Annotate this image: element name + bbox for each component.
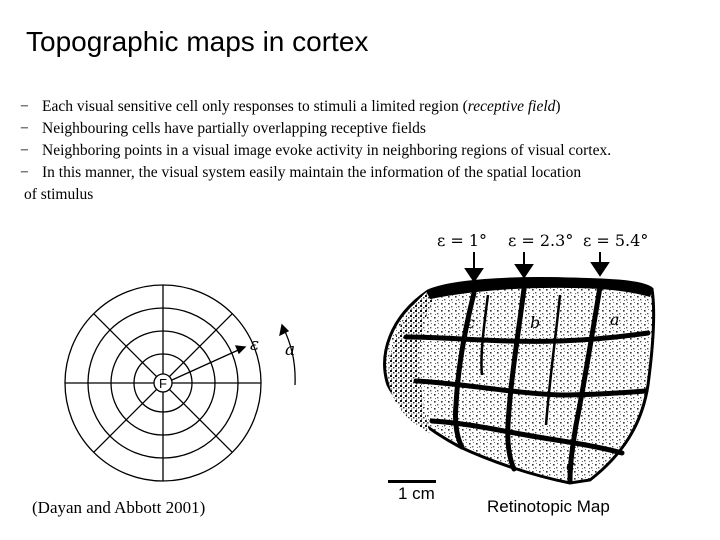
retinotopic-cortex-image [370, 225, 670, 510]
eccentricity-label: ε [250, 335, 260, 355]
eccentricity-arrowhead [236, 346, 245, 353]
eccentricity-label-3: ε = 5.4° [583, 231, 649, 250]
arrowhead-eps-2 [516, 265, 532, 277]
bullet-continuation: of stimulus [24, 186, 94, 203]
bullet-item [20, 96, 611, 118]
bullet-item [20, 140, 611, 162]
fovea-label: F [159, 376, 167, 391]
bullet-text: Neighbouring cells have partially overlapping receptive fields [42, 120, 426, 137]
scale-bar [388, 480, 436, 483]
bullet-item [20, 162, 611, 184]
bullet-item [20, 118, 611, 140]
map-letter-c-top: c [466, 313, 475, 332]
bullet-text: Each visual sensitive cell only responses to stimuli a limited region ( [42, 98, 468, 115]
bullet-list [20, 96, 611, 206]
retinotopic-map-caption: Retinotopic Map [487, 497, 610, 516]
map-letter-b: b [530, 313, 541, 332]
dash-icon: − [20, 164, 29, 181]
dash-icon: − [20, 120, 29, 137]
scale-label: 1 cm [398, 484, 435, 503]
bullet-text: In this manner, the visual system easily maintain the information of the spatial location [42, 164, 582, 181]
bullet-italic-term: receptive field [467, 98, 556, 115]
angle-arrowhead [280, 325, 288, 335]
bullet-text-end: ) [555, 98, 561, 115]
eccentricity-label-1: ε = 1° [437, 231, 488, 250]
arrowhead-eps-3 [592, 263, 608, 275]
citation-caption: (Dayan and Abbott 2001) [32, 498, 206, 517]
slide-title: Topographic maps in cortex [26, 26, 369, 57]
bullet-text: Neighboring points in a visual image evoke activity in neighboring regions of visual cortex. [42, 142, 612, 159]
map-letter-c-bottom: c [566, 456, 575, 475]
map-letter-a: a [610, 310, 620, 329]
dash-icon: − [20, 142, 29, 159]
eccentricity-label-2: ε = 2.3° [508, 231, 574, 250]
polar-visual-field-diagram [50, 270, 310, 510]
dash-icon: − [20, 98, 29, 115]
angle-label: a [285, 340, 296, 360]
arrowhead-eps-1 [466, 269, 482, 281]
